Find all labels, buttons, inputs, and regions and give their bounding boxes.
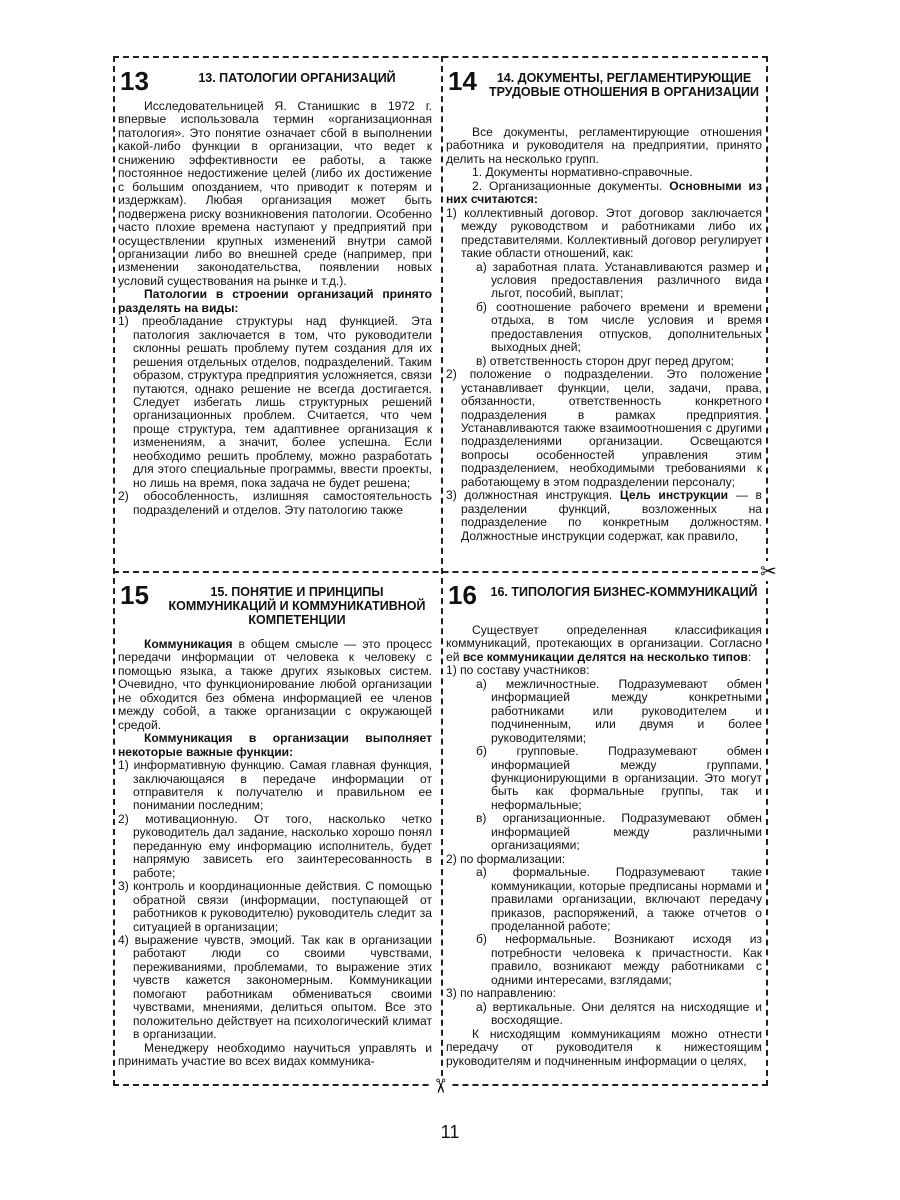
list-item: 2) положение о подразделении. Это положение устанавливает функции, цели, задачи, права, обязанности, ответственность конкретного подразделения в рамках предприятия. Устанавливаются также взаимоотношения с другими подразделениями организации. Освещаются вопросы особенностей управления этим подразделением, необходимыми требованиями к работающему в этом подразделении персоналу; [446,367,762,489]
sub-list-item: б) неформальные. Возникают исходя из потребности человека к причастности. Как правило, возникают между работниками с одними интересами, взглядами; [476,932,762,987]
sub-list-item: б) соотношение рабочего времени и времени отдыха, в том числе условия и время предоставления отпусков, дополнительных выходных дней; [476,299,762,355]
list-item: 1) информативную функцию. Самая главная функция, заключающаяся в передаче информации от отправителя к получателю и правильном ее понимании последним; [118,758,432,813]
card-14 [446,62,762,567]
bold-text: Коммуникация [144,637,233,651]
card-15 [118,576,436,1081]
card-title: 16. ТИПОЛОГИЯ БИЗНЕС-КОММУНИКАЦИЙ [490,585,758,599]
text: 3) должностная инструкция. [446,488,613,503]
card-number: 13 [120,66,149,96]
text: : [747,649,752,664]
list-item: 1) коллективный договор. Этот договор заключается между руководством и работниками либо их представителями. Коллективный договор регулирует такие области отношений, как: [446,205,762,261]
page-number: 11 [440,1122,460,1142]
bold-text: Цель инструкции [619,488,729,503]
lead-paragraph: Патологии в строении организаций принято разделять на виды: [118,287,432,315]
paragraph: Все документы, регламентирующие отношения работника и руководителя на предприятии, принято делить на несколько групп. [446,125,762,166]
list-item: 3) по направлению: [446,986,556,1001]
card-16 [446,576,762,1081]
list-item: 1) по составу участников: [446,663,590,678]
card-title: 13. ПАТОЛОГИИ ОРГАНИЗАЦИЙ [198,71,396,85]
scissors-icon: ✂ [760,559,777,583]
text: 2. Организационные документы. [472,178,663,193]
card-body [446,624,762,1068]
list-item: 4) выражение чувств, эмоций. Так как в организации работают люди со своими чувствами, переживаниями, проблемами, то выражение этих чувств кажется закономерным. Коммуникации помогают работникам обмениваться своими чувствами, мнениями, делиться опытом. Все это положительно действует на психологический климат в организации. [118,932,432,1042]
list-item: 2) по формализации: [446,851,566,866]
paragraph: К нисходящим коммуникациям можно отнести передачу от руководителя к нижестоящим руководителям и подчиненным информации о целях, [446,1026,762,1068]
card-title: 14. ДОКУМЕНТЫ, РЕГЛАМЕНТИРУЮЩИЕ ТРУДОВЫЕ ОТНОШЕНИЯ В ОРГАНИЗАЦИИ [489,71,759,99]
sub-list-item: в) организационные. Подразумевают обмен информацией между различными организациями; [476,811,762,853]
scissors-icon: ✂ [428,1077,453,1095]
paragraph [446,624,762,664]
bold-text: Основными из них считаются: [446,178,762,207]
paragraph [118,638,432,732]
text: в общем смысле — это процесс передачи информации от человека к человеку с помощью языка, а также других языковых систем. Очевидно, что функционирование любой организации не обходится без обмена информацией ее членов между собой, а также организации с окружающей средой. [118,637,432,732]
bold-text: все коммуникации делятся на несколько типов [462,649,748,664]
text: Существует определенная классификация коммуникаций, протекающих в организации. Согласно ей [446,623,762,664]
list-item: 3) контроль и координационные действия. С помощью обратной связи (информации, поступающей от работников к руководителю) руководитель следит за ситуацией в организации; [118,879,432,934]
list-item: 2) мотивационную. От того, насколько четко руководитель дал задание, насколько хорошо понял переданную ему информацию исполнитель, будет напрямую зависеть его заинтересованность в работе; [118,811,432,880]
text: — в разделении функций, возложенных на подразделение по конкретным должностям. Должностные инструкции содержат, как правило, [461,488,762,543]
sub-list-item: а) заработная плата. Устанавливаются размер и условия предоставления различного вида льгот, пособий, выплат; [476,259,762,301]
horizontal-cut-line [113,571,768,573]
card-body [118,638,436,1069]
list-item [446,489,762,543]
sub-list-item: в) ответственность сторон друг перед другом; [476,353,735,368]
list-item: 1) преобладание структуры над функцией. Эта патология заключается в том, что руководители склонны решать проблему путем создания для их решения отдельных отделов, подразделений. Таким образом, структура предприятия усложняется, связи путаются, однако решение не всегда достигается. Следует избегать лишь структурных решений организационных проблем. Считается, что чем проще структура, тем адаптивнее организация к изменениям, а значит, более успешна. Если необходимо решить проблему, можно разработать для этого специальные программы, ввести проекты, но лишь на время, пока задача не будет решена; [118,314,432,490]
list-item: 2) обособленность, излишняя самостоятельность подразделений и отделов. Эту патологию также [118,489,432,517]
card-body [118,100,436,517]
paragraph: Менеджеру необходимо научиться управлять и принимать участие во всех видах коммуника- [118,1040,432,1069]
card-title: 15. ПОНЯТИЕ И ПРИНЦИПЫ КОММУНИКАЦИЙ И КОММУНИКАТИВНОЙ КОМПЕТЕНЦИИ [168,585,426,627]
card-number: 16 [448,580,477,610]
paragraph: 1. Документы нормативно-справочные. [472,165,693,180]
card-13 [118,62,436,567]
sub-list-item: а) вертикальные. Они делятся на нисходящие и восходящие. [476,999,762,1028]
card-number: 15 [120,580,149,610]
lead-paragraph: Коммуникация в организации выполняет некоторые важные функции: [118,731,432,759]
card-number: 14 [448,66,477,96]
sub-list-item: а) межличностные. Подразумевают обмен информацией между конкретными работниками или руководителем и подчиненным, или двумя и более руководителями; [476,676,762,745]
sub-list-item: а) формальные. Подразумевают такие коммуникации, которые предписаны нормами и правилами организации, включают передачу приказов, распоряжений, а также отчетов о проделанной работе; [476,865,762,933]
paragraph: Исследовательницей Я. Станишкис в 1972 г. впервые использовала термин «организационная патология». Это понятие означает сбой в выполнении какой-либо функции в организации, что ведет к снижению эффективности ее работы, а также постоянное недостижение целей (либо их достижение с большим опозданием, что приводит к потерям и издержкам). Любая организация может быть подвержена риску возникновения патологии. Особенно часто плохие времена наступают у предприятий при осуществлении крупных изменений внутри самой организации либо во внешней среде (например, при изменении законодательства, появлении новых условий существования на рынке и т.д.). [118,99,432,288]
sub-list-item: б) групповые. Подразумевают обмен информацией между группами, функционирующими в организации. Это могут быть как формальные группы, так и неформальные; [476,744,762,812]
card-body [446,126,762,543]
paragraph [446,180,762,207]
